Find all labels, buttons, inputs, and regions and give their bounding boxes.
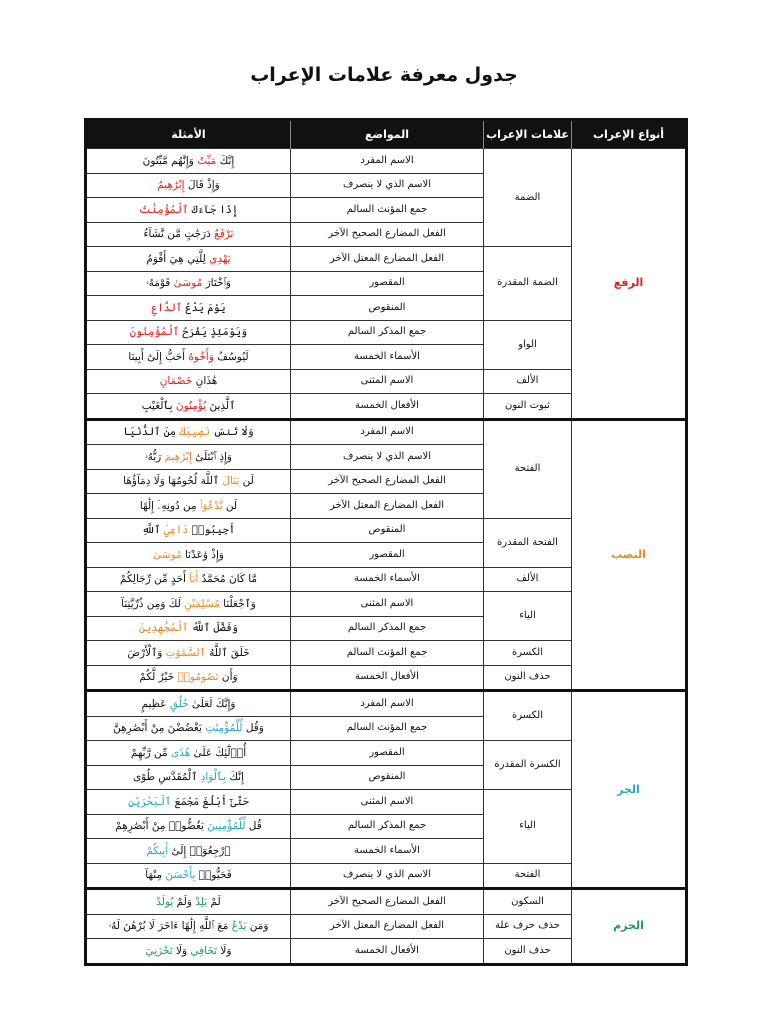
- example-cell: [86, 173, 291, 198]
- highlighted-word: يُولَدْ: [156, 895, 174, 908]
- highlighted-word: ٱلسَّمَٰوَٰتِ: [165, 646, 206, 659]
- highlighted-word: ٱلْمُجَٰهِدِينَ: [139, 622, 189, 635]
- example-text: قُل: [245, 820, 262, 833]
- example-text: وَأَن: [218, 671, 238, 684]
- place-cell: الأسماء الخمسة: [291, 345, 484, 370]
- sign-cell: ثبوت النون: [484, 394, 572, 420]
- example-text: وَلَمْ: [173, 895, 196, 908]
- table-row: [86, 889, 687, 915]
- example-text: وَيَوْمَئِذٍ يَفْرَحُ: [179, 326, 248, 339]
- case-type-cell: الرفع: [572, 149, 687, 420]
- example-cell: [86, 445, 291, 470]
- place-cell: المنقوص: [291, 765, 484, 790]
- place-cell: الاسم المفرد: [291, 419, 484, 445]
- example-cell: [86, 641, 291, 666]
- example-text: دَرَجَٰتٍ مَّن نَّشَآءُ: [143, 228, 215, 241]
- example-cell: [86, 149, 291, 174]
- example-cell: [86, 939, 291, 965]
- example-text: وَإِنَّكَ لَعَلَىٰ: [188, 697, 236, 710]
- highlighted-word: مَيِّتٌ: [197, 154, 217, 167]
- highlighted-word: أَبَآ: [189, 573, 199, 586]
- example-text: ٱللَّهَ لُحُومُهَا وَلَا دِمَآؤُهَا: [123, 475, 223, 488]
- example-cell: [86, 814, 291, 839]
- example-cell: [86, 592, 291, 617]
- example-cell: [86, 889, 291, 915]
- example-text: أَحَدٍ مِّن رِّجَالِكُمْ: [119, 573, 190, 586]
- example-text: وَإِذْ قَالَ: [184, 179, 220, 192]
- case-type-cell: النصب: [572, 419, 687, 691]
- case-type-cell: الجزم: [572, 889, 687, 965]
- highlighted-word: نَّدْعُوَا۟: [200, 499, 223, 512]
- example-cell: [86, 419, 291, 445]
- example-cell: [86, 518, 291, 543]
- example-cell: [86, 839, 291, 864]
- example-text: خَلَقَ ٱللَّهُ: [205, 646, 250, 659]
- place-cell: جمع المذكر السالم: [291, 616, 484, 641]
- example-text: مِّن رَّبِّهِمْ: [130, 746, 171, 759]
- highlighted-word: ٱلْمُؤْمِنُونَ: [129, 326, 179, 339]
- example-cell: [86, 616, 291, 641]
- sign-cell: الضمة المقدرة: [484, 247, 572, 321]
- header-places: المواضع: [291, 120, 484, 149]
- highlighted-word: يَدْعُ: [231, 920, 247, 933]
- example-text: وَٱجْعَلْنَا: [219, 597, 256, 610]
- example-cell: [86, 469, 291, 494]
- place-cell: الفعل المضارع الصحيح الآخر: [291, 222, 484, 247]
- example-cell: [86, 222, 291, 247]
- example-text: ٱلَّذِينَ: [206, 399, 236, 412]
- example-text: ٱللَّهِ: [141, 524, 164, 537]
- example-cell: [86, 790, 291, 815]
- highlighted-word: إِبْرَٰهِيمُ: [157, 179, 185, 192]
- example-text: إِذَا جَآءَكَ: [188, 203, 238, 216]
- example-cell: [86, 345, 291, 370]
- sign-cell: الفتحة: [484, 419, 572, 518]
- place-cell: جمع المؤنث السالم: [291, 641, 484, 666]
- i3rab-signs-table: [84, 118, 688, 966]
- example-text: أَحَبُّ إِلَىٰٓ أَبِينَا: [128, 350, 189, 363]
- example-text: وَإِذْ وَٰعَدْنَا: [181, 548, 224, 561]
- place-cell: جمع المؤنث السالم: [291, 716, 484, 741]
- example-text: يَغْضُضْنَ مِنْ أَبْصَٰرِهِنَّ: [113, 722, 206, 735]
- place-cell: المنقوص: [291, 296, 484, 321]
- example-text: وَإِذِ ٱبْتَلَىٰٓ: [191, 450, 232, 463]
- sign-cell: حذف حرف علة: [484, 914, 572, 939]
- place-cell: المقصور: [291, 741, 484, 766]
- example-text: إِنَّكَ: [226, 771, 245, 784]
- example-text: خَيْرٌ لَّكُمْ: [139, 671, 178, 684]
- example-cell: [86, 494, 291, 519]
- place-cell: الأسماء الخمسة: [291, 839, 484, 864]
- highlighted-word: يَلِدْ: [195, 895, 208, 908]
- example-text: وَفَضَّلَ ٱللَّهُ: [188, 622, 238, 635]
- example-cell: [86, 765, 291, 790]
- example-cell: [86, 567, 291, 592]
- place-cell: الاسم الذي لا ينصرف: [291, 445, 484, 470]
- example-cell: [86, 914, 291, 939]
- example-cell: [86, 863, 291, 889]
- highlighted-word: ٱلْبَحْرَيْنِ: [128, 795, 172, 808]
- highlighted-word: دَاعِيَ: [163, 524, 189, 537]
- example-cell: [86, 741, 291, 766]
- example-text: وَقُل: [242, 722, 264, 735]
- example-text: مِنْهَآ: [145, 869, 166, 882]
- highlighted-word: مُسْلِمَيْنِ: [184, 597, 220, 610]
- example-text: حَتَّىٰٓ أَبْلُغَ مَجْمَعَ: [171, 795, 249, 808]
- header-signs: علامات الإعراب: [484, 120, 572, 149]
- table-row: [86, 691, 687, 717]
- sign-cell: الألف: [484, 369, 572, 394]
- highlighted-word: خُلُقٍ: [169, 697, 189, 710]
- sign-cell: الواو: [484, 320, 572, 369]
- highlighted-word: مُوسَىٰ: [153, 548, 182, 561]
- place-cell: الفعل المضارع المعتل الآخر: [291, 914, 484, 939]
- highlighted-word: نَرْفَعُ: [214, 228, 234, 241]
- example-text: وَإِنَّهُم مَّيِّتُونَ: [142, 154, 198, 167]
- example-text: لَن: [239, 475, 254, 488]
- sign-cell: حذف النون: [484, 665, 572, 691]
- highlighted-word: بِأَحْسَنَ: [165, 869, 196, 882]
- sign-cell: الفتحة: [484, 863, 572, 889]
- example-cell: [86, 716, 291, 741]
- place-cell: جمع المذكر السالم: [291, 814, 484, 839]
- highlighted-word: يَهْدِي: [209, 252, 231, 265]
- example-text: مِن دُونِهِۦٓ إِلَٰهًا: [139, 499, 200, 512]
- place-cell: المنقوص: [291, 518, 484, 543]
- example-text: لَيُوسُفُ: [213, 350, 249, 363]
- sign-cell: الكسرة المقدرة: [484, 741, 572, 790]
- place-cell: جمع المؤنث السالم: [291, 198, 484, 223]
- example-cell: [86, 320, 291, 345]
- case-type-cell: الجر: [572, 691, 687, 889]
- place-cell: الفعل المضارع المعتل الآخر: [291, 247, 484, 272]
- example-text: لَن: [222, 499, 238, 512]
- place-cell: الاسم المفرد: [291, 149, 484, 174]
- example-text: وَٱلْأَرْضَ: [127, 646, 166, 659]
- highlighted-word: يَنَالَ: [222, 475, 240, 488]
- example-cell: [86, 198, 291, 223]
- example-text: يَغُضُّوا۟ مِنْ أَبْصَٰرِهِمْ: [115, 820, 208, 833]
- place-cell: الأفعال الخمسة: [291, 939, 484, 965]
- sign-cell: الياء: [484, 790, 572, 864]
- sign-cell: حذف النون: [484, 939, 572, 965]
- sign-cell: الكسرة: [484, 691, 572, 741]
- sign-cell: الضمة: [484, 149, 572, 247]
- table-row: [86, 149, 687, 174]
- example-text: وَلَا: [172, 944, 191, 957]
- place-cell: الاسم الذي لا ينصرف: [291, 173, 484, 198]
- table-row: [86, 419, 687, 445]
- highlighted-word: نَصِيبَكَ: [179, 426, 211, 439]
- example-text: وَلَا تَنسَ: [210, 426, 254, 439]
- example-cell: [86, 691, 291, 717]
- example-text: مَّا كَانَ مُحَمَّدٌ: [198, 573, 258, 586]
- example-text: هَٰذَانِ: [192, 375, 218, 388]
- example-text: عَظِيمٍ: [141, 697, 170, 710]
- highlighted-word: خَصْمَانِ: [159, 375, 193, 388]
- example-text: يَوْمَ يَدْعُ: [182, 301, 226, 314]
- sign-cell: السكون: [484, 889, 572, 915]
- place-cell: الفعل المضارع الصحيح الآخر: [291, 469, 484, 494]
- highlighted-word: ٱلدَّاعِ: [151, 301, 183, 314]
- example-text: لَكَ وَمِن ذُرِّيَّتِنَآ: [121, 597, 185, 610]
- place-cell: الاسم المثنى: [291, 592, 484, 617]
- example-cell: [86, 369, 291, 394]
- table-body: [86, 149, 687, 965]
- highlighted-word: إِبْرَٰهِيمَ: [164, 450, 192, 463]
- place-cell: الاسم المثنى: [291, 369, 484, 394]
- place-cell: جمع المذكر السالم: [291, 320, 484, 345]
- example-text: ٱلْمُقَدَّسِ طُوًى: [132, 771, 201, 784]
- example-text: فَحَيُّوا۟: [195, 869, 232, 882]
- place-cell: المقصور: [291, 543, 484, 568]
- place-cell: الاسم المثنى: [291, 790, 484, 815]
- sign-cell: الفتحة المقدرة: [484, 518, 572, 567]
- place-cell: الأسماء الخمسة: [291, 567, 484, 592]
- example-text: مِنَ ٱلدُّنْيَا: [123, 426, 180, 439]
- example-cell: [86, 394, 291, 420]
- highlighted-word: بِٱلْوَادِ: [200, 771, 226, 784]
- example-cell: [86, 247, 291, 272]
- example-cell: [86, 665, 291, 691]
- place-cell: المقصور: [291, 271, 484, 296]
- example-text: ٱرْجِعُوٓا۟ إِلَىٰٓ: [168, 844, 231, 857]
- example-text: لِلَّتِي هِيَ أَقْوَمُ: [146, 252, 210, 265]
- example-text: وَلَا: [217, 944, 232, 957]
- example-cell: [86, 296, 291, 321]
- header-types: أنواع الإعراب: [572, 120, 687, 149]
- highlighted-word: ٱلْمُؤْمِنَٰتُ: [139, 203, 189, 216]
- example-text: رَبُّهُۥ: [145, 450, 165, 463]
- example-text: وَٱخْتَارَ: [202, 277, 232, 290]
- example-text: أَجِيبُوا۟: [188, 524, 236, 537]
- example-cell: [86, 543, 291, 568]
- highlighted-word: لِّلْمُؤْمِنَٰتِ: [205, 722, 243, 735]
- place-cell: الفعل المضارع المعتل الآخر: [291, 494, 484, 519]
- table-header-row: [86, 120, 687, 149]
- place-cell: الاسم الذي لا ينصرف: [291, 863, 484, 889]
- example-text: وَمَن: [246, 920, 269, 933]
- example-cell: [86, 271, 291, 296]
- highlighted-word: هُدًى: [170, 746, 191, 759]
- example-text: قَوْمَهُۥ: [145, 277, 174, 290]
- highlighted-word: مُوسَىٰ: [173, 277, 203, 290]
- sign-cell: الألف: [484, 567, 572, 592]
- highlighted-word: يُؤْمِنُونَ: [175, 399, 207, 412]
- place-cell: الفعل المضارع الصحيح الآخر: [291, 889, 484, 915]
- page-title: جدول معرفة علامات الإعراب: [250, 64, 518, 86]
- highlighted-word: تَخَافِي: [190, 944, 218, 957]
- example-text: لَمْ: [207, 895, 221, 908]
- highlighted-word: تَحْزَنِيٓ: [145, 944, 173, 957]
- place-cell: الاسم المفرد: [291, 691, 484, 717]
- highlighted-word: تَصُومُوا۟: [177, 671, 219, 684]
- highlighted-word: وَأَخُوهُ: [188, 350, 214, 363]
- example-text: إِنَّكَ: [216, 154, 235, 167]
- example-text: أُو۟لَٰٓئِكَ عَلَىٰ: [190, 746, 247, 759]
- example-text: مَعَ ٱللَّهِ إِلَٰهًا ءَاخَرَ لَا بُرْهَٰنَ لَهُۥ: [108, 920, 232, 933]
- highlighted-word: أَبِيكُمْ: [146, 844, 169, 857]
- sign-cell: الكسرة: [484, 641, 572, 666]
- header-examples: الأمثلة: [86, 120, 291, 149]
- example-text: بِٱلْغَيْبِ: [141, 399, 176, 412]
- highlighted-word: لِّلْمُؤْمِنِينَ: [207, 820, 246, 833]
- place-cell: الأفعال الخمسة: [291, 394, 484, 420]
- place-cell: الأفعال الخمسة: [291, 665, 484, 691]
- sign-cell: الياء: [484, 592, 572, 641]
